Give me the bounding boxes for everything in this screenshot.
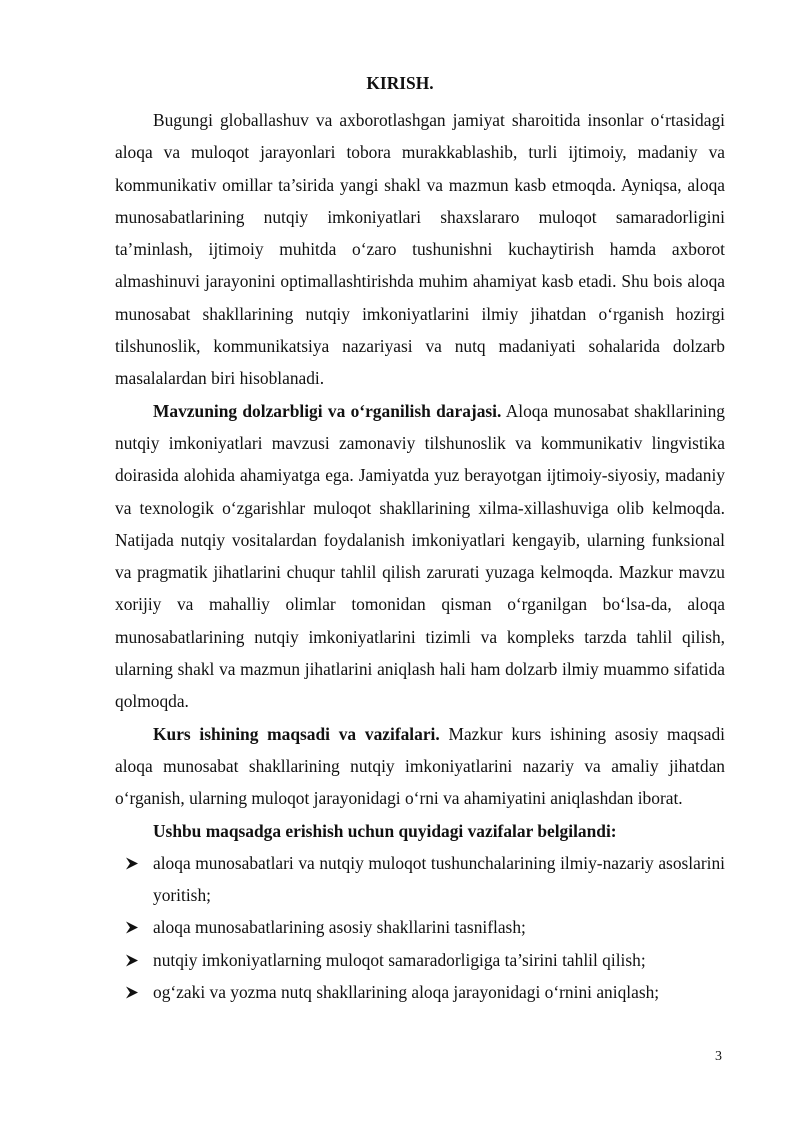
arrowhead-bullet-icon [125, 986, 139, 999]
page-number: 3 [715, 1049, 722, 1064]
list-item [115, 944, 725, 976]
list-item [115, 976, 725, 1008]
document-body [115, 104, 725, 1008]
intro-paragraph: Bugungi globallashuv va axborotlashgan jamiyat sharoitida insonlar o‘rtasidagi aloqa va muloqot jarayonlari tobora murakkablashib, turli ijtimoiy, madaniy va kommunikativ omillar ta’sirida yangi shakl va mazmun kasb etmoqda. Ayniqsa, aloqa munosabatlarining nutqiy imkoniyatlari shaxslararo muloqot samaradorligini ta’minlash, ijtimoiy muhitda o‘zaro tushunishni kuchaytirish hamda axborot almashinuvi jarayonini optimallashtirishda muhim ahamiyat kasb etadi. Shu bois aloqa munosabat shakllarining nutqiy imkoniyatlarini ilmiy jihatdan o‘rganish hozirgi tilshunoslik, kommunikatsiya nazariyasi va nutq madaniyati sohalarida dolzarb masalalardan biri hisoblanadi. [115, 110, 725, 389]
relevance-text: Aloqa munosabat shakllarining nutqiy imkoniyatlari mavzusi zamonaviy tilshunoslik va kommunikativ lingvistika doirasida alohida ahamiyatga ega. Jamiyatda yuz berayotgan ijtimoiy-siyosiy, madaniy va texnologik o‘zgarishlar muloqot shakllarining xilma-xillashuviga olib kelmoqda. Natijada nutqiy vositalardan foydalanish imkoniyatlari kengayib, ularning funksional va pragmatik jihatlarini chuqur tahlil qilish zarurati yuzaga kelmoqda. Mazkur mavzu xorijiy va mahalliy olimlar tomonidan qisman o‘rganilgan bo‘lsa-da, aloqa munosabatlarining nutqiy imkoniyatlarini tizimli va kompleks tarzda tahlil qilish, ularning shakl va mazmun jihatlarini aniqlash hali ham dolzarb ilmiy muammo sifatida qolmoqda. [115, 400, 725, 712]
purpose-paragraph [115, 718, 725, 815]
task-text: aloqa munosabatlari va nutqiy muloqot tushunchalarining ilmiy-nazariy asoslarini yoritish; [153, 852, 725, 906]
list-item [115, 847, 725, 912]
arrowhead-bullet-icon [125, 921, 139, 934]
relevance-heading: Mavzuning dolzarbligi va o‘rganilish darajasi. [153, 400, 502, 421]
purpose-text: Mazkur kurs ishining asosiy maqsadi aloqa munosabat shakllarining nutqiy imkoniyatlarini nazariy va amaliy jihatdan o‘rganish, ularning muloqot jarayonidagi o‘rni va ahamiyatini aniqlashdan iborat. [115, 723, 725, 809]
list-item [115, 911, 725, 943]
tasks-heading: Ushbu maqsadga erishish uchun quyidagi vazifalar belgilandi: [153, 820, 617, 841]
relevance-paragraph [115, 395, 725, 718]
tasks-list [115, 847, 725, 1008]
arrowhead-bullet-icon [125, 857, 139, 870]
arrowhead-bullet-icon [125, 954, 139, 967]
task-text: aloqa munosabatlarining asosiy shakllarini tasniflash; [153, 917, 526, 938]
task-text: nutqiy imkoniyatlarning muloqot samaradorligiga ta’sirini tahlil qilish; [153, 949, 646, 970]
task-text: og‘zaki va yozma nutq shakllarining aloqa jarayonidagi o‘rnini aniqlash; [153, 982, 660, 1003]
purpose-heading: Kurs ishining maqsadi va vazifalari. [153, 723, 440, 744]
page-title: KIRISH. [366, 73, 434, 93]
tasks-heading-paragraph [115, 815, 725, 847]
